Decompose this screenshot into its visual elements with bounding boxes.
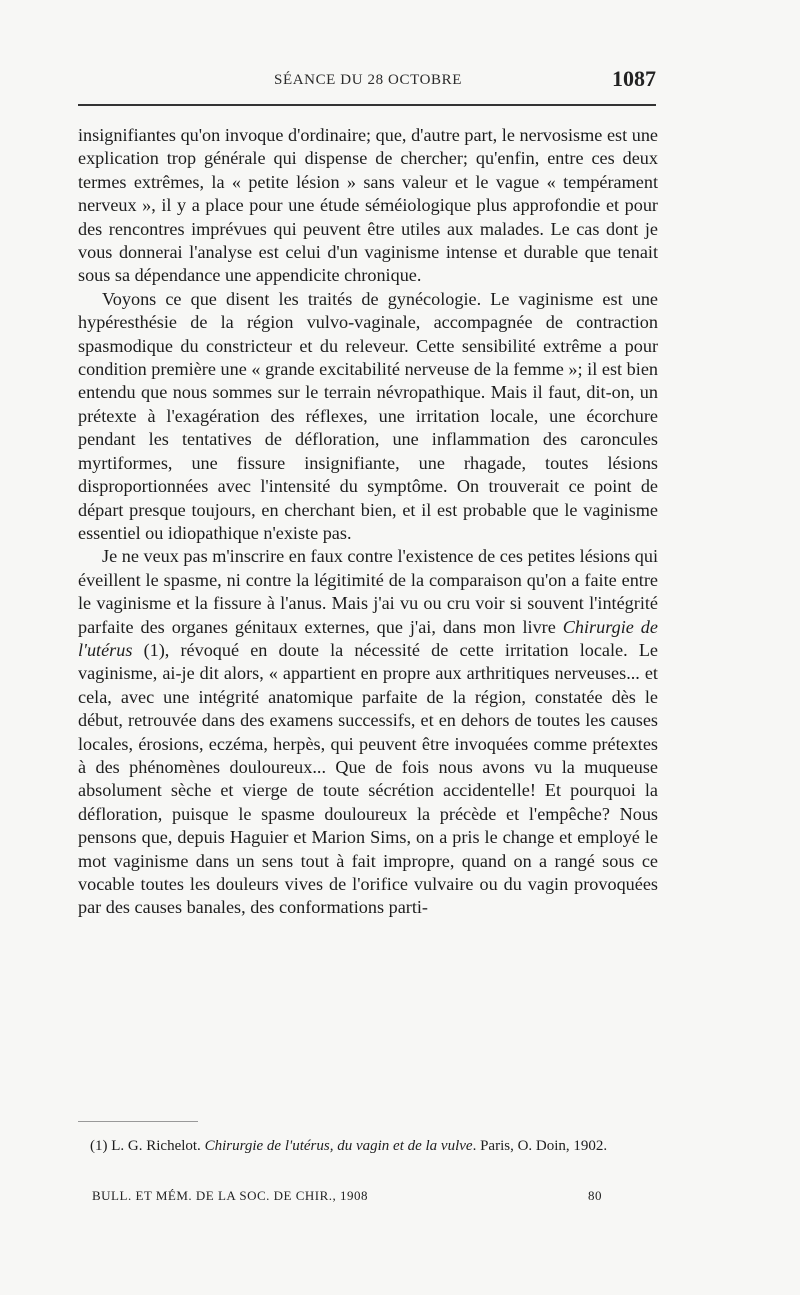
- footnote-title: Chirurgie de l'utérus, du vagin et de la vulve: [204, 1138, 473, 1154]
- body-text: [78, 124, 658, 920]
- running-header: [78, 66, 658, 96]
- page-number: 1087: [612, 66, 656, 91]
- footnote-marker: (1) L. G. Richelot.: [90, 1138, 205, 1154]
- paragraph-3-part-a: Je ne veux pas m'inscrire en faux contre l'existence de ces petites lésions qui éveillent le spasme, ni contre la légitimité de la comparaison qu'on a faite entre le vaginisme et la fissure à l'anus. Mais j'ai vu ou cru voir si souvent l'intégrité parfaite des organes génitaux externes, que j'ai, dans mon livre: [78, 546, 658, 637]
- paragraph-1: insignifiantes qu'on invoque d'ordinaire; que, d'autre part, le nervosisme est une explication trop générale qui dispense de chercher; qu'enfin, entre ces deux termes extrêmes, la « petite lésion » sans valeur et le vague « tempérament nerveux », il y a place pour une étude séméiologique plus approfondie et pour des rencontres imprévues qui peuvent être utiles aux malades. Le cas dont je vous donnerai l'analyse est celui d'un vaginisme intense et durable que tenait sous sa dépendance une appendicite chronique.: [78, 125, 658, 286]
- signature-mark: 80: [588, 1188, 602, 1203]
- header-title: SÉANCE DU 28 OCTOBRE: [274, 72, 462, 88]
- paragraph-3: [78, 545, 658, 920]
- footnote-rule: [78, 1121, 198, 1122]
- page-footer: [92, 1188, 612, 1204]
- book-title: Chirurgie de l'utérus: [78, 616, 658, 660]
- journal-citation: BULL. ET MÉM. DE LA SOC. DE CHIR., 1908: [92, 1188, 369, 1203]
- footnote-rest: . Paris, O. Doin, 1902.: [472, 1138, 608, 1154]
- paragraph-3-part-b: (1), révoqué en doute la nécessité de cette irritation locale. Le vaginisme, ai-je dit alors, « appartient en propre aux arthritiques nerveuses... et cela, avec une intégrité anatomique parfaite de la région, constatée dès le début, retrouvée dans des examens successifs, et en dehors de toutes les causes locales, érosions, eczéma, herpès, qui peuvent être invoquées comme prétextes à des phénomènes douloureux... Que de fois nous avons vu la muqueuse absolument sèche et vierge de toute sécrétion accidentelle! Et pourquoi la défloration, puisque le spasme douloureux la précède et l'empêche? Nous pensons que, depuis Haguier et Marion Sims, on a pris le change et employé le mot vaginisme dans un sens tout à fait impropre, quand on a rangé sous ce vocable toutes les douleurs vives de l'orifice vulvaire ou du vagin provoquées par des causes banales, des conformations parti-: [78, 639, 658, 918]
- header-rule: [78, 104, 656, 106]
- footnote: [78, 1136, 658, 1156]
- paragraph-2: Voyons ce que disent les traités de gynécologie. Le vaginisme est une hypéresthésie de la région vulvo-vaginale, accompagnée de contraction spasmodique du constricteur et du releveur. Cette sensibilité extrême a pour condition première une « grande excitabilité nerveuse de la femme »; il est bien entendu que nous sommes sur le terrain névropathique. Mais il faut, dit-on, un prétexte à l'exagération des réflexes, une irritation locale, une écorchure pendant les tentatives de défloration, une inflammation des caroncules myrtiformes, une fissure insignifiante, une rhagade, toutes lésions disproportionnées avec l'intensité du symptôme. On trouverait ce point de départ presque toujours, en cherchant bien, et il est probable que le vaginisme essentiel ou idiopathique n'existe pas.: [78, 288, 658, 543]
